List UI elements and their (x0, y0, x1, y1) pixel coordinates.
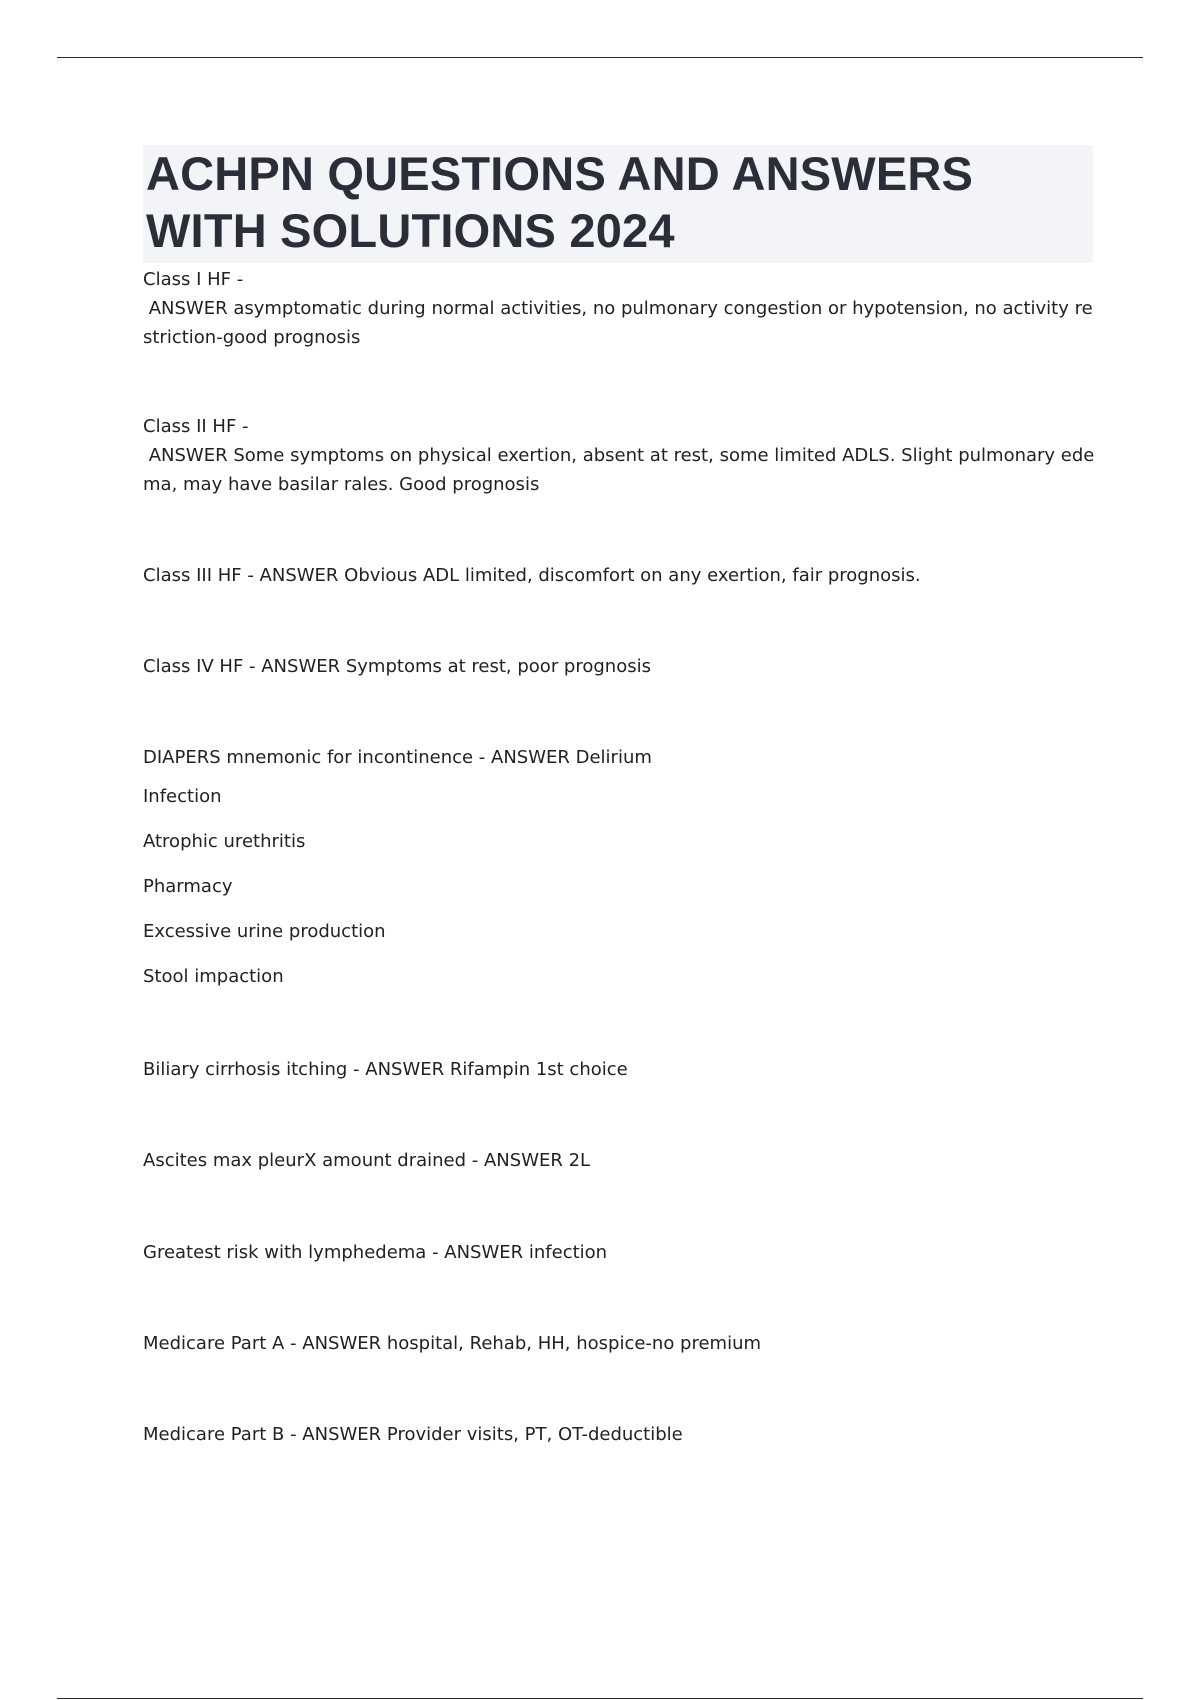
list-item: Atrophic urethritis (143, 831, 306, 852)
qa-item: Class III HF - ANSWER Obvious ADL limited, discomfort on any exertion, fair prognosis. (143, 565, 921, 586)
title-line-1: ACHPN QUESTIONS AND ANSWERS (146, 147, 974, 200)
answer-line: ANSWER asymptomatic during normal activities, no pulmonary congestion or hypotension, no activity re (143, 298, 1093, 319)
header-rule (57, 57, 1143, 58)
qa-item: DIAPERS mnemonic for incontinence - ANSWER Delirium (143, 747, 652, 768)
list-item: Pharmacy (143, 876, 233, 897)
list-item: Infection (143, 786, 222, 807)
title-block (143, 145, 1093, 263)
title-line-2: WITH SOLUTIONS 2024 (146, 204, 675, 257)
question: Class II HF - (143, 416, 249, 437)
list-item: Stool impaction (143, 966, 284, 987)
qa-item: Greatest risk with lymphedema - ANSWER infection (143, 1242, 608, 1263)
answer-line: striction-good prognosis (143, 327, 361, 348)
qa-item: Ascites max pleurX amount drained - ANSWER 2L (143, 1150, 591, 1171)
answer-line: ma, may have basilar rales. Good prognosis (143, 474, 540, 495)
qa-item (143, 412, 1093, 499)
qa-item (143, 265, 1093, 352)
qa-item: Medicare Part A - ANSWER hospital, Rehab, HH, hospice-no premium (143, 1333, 762, 1354)
document-body (143, 145, 1093, 1449)
list-item: Excessive urine production (143, 921, 386, 942)
qa-item: Biliary cirrhosis itching - ANSWER Rifampin 1st choice (143, 1059, 628, 1080)
qa-list (143, 265, 1093, 1449)
document-title (146, 145, 1089, 259)
answer-line: ANSWER Some symptoms on physical exertion, absent at rest, some limited ADLS. Slight pulmonary ede (143, 445, 1095, 466)
qa-item: Class IV HF - ANSWER Symptoms at rest, poor prognosis (143, 656, 651, 677)
question: Class I HF - (143, 269, 244, 290)
diapers-list (143, 774, 1093, 999)
qa-item: Medicare Part B - ANSWER Provider visits, PT, OT-deductible (143, 1424, 683, 1445)
footer-rule (57, 1698, 1143, 1699)
